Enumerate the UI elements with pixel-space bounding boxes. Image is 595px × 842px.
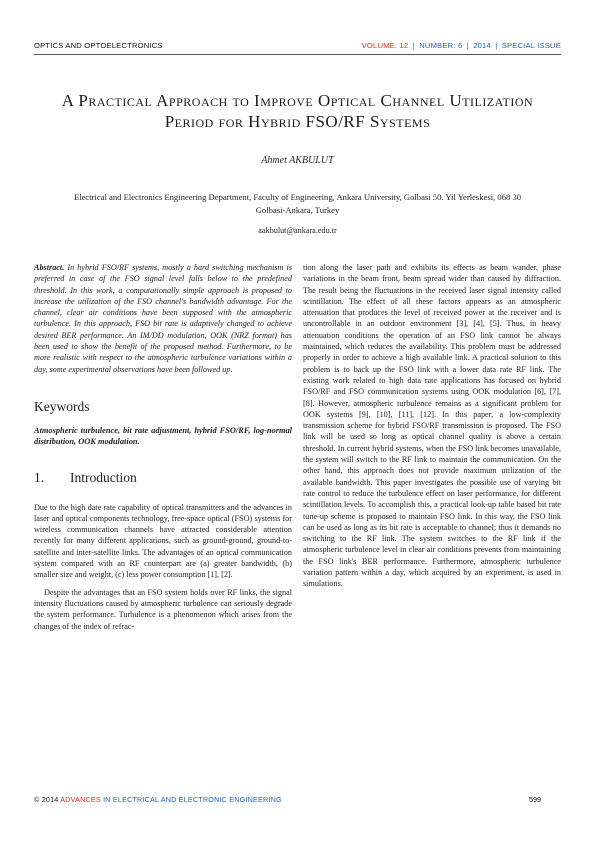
header-separator: | xyxy=(412,41,415,50)
footer-copyright: © 2014 xyxy=(34,795,59,804)
author-affiliation: Electrical and Electronics Engineering Department, Faculty of Engineering, Ankara University, Golbasi 50. Yil Yerleskesi, 068 30 Golbasi-Ankara, Turkey xyxy=(73,192,522,215)
section-number: 1. xyxy=(34,469,45,485)
abstract-label: Abstract. xyxy=(34,263,65,272)
left-column xyxy=(34,262,292,632)
author-name: Ahmet AKBULUT xyxy=(261,155,334,166)
footer-journal-name: IN ELECTRICAL AND ELECTRONIC ENGINEERING xyxy=(103,795,282,804)
header-issue: SPECIAL ISSUE xyxy=(501,41,561,50)
section-heading-introduction xyxy=(34,470,292,486)
intro-paragraph-2: Despite the advantages that an FSO system holds over RF links, the signal intensity fluctuations caused by atmospheric turbulence can seriously degrade the system performance. Turbulence is a phenomenon which arises from the changes of the index of refrac- xyxy=(34,587,292,631)
abstract-text: In hybrid FSO/RF systems, mostly a hard switching mechanism is preferred in case of the FSO signal level falls below to the predefined threshold. In this work, a computationally simple approach is proposed to increase the utilization of the FSO channel's bandwidth advantage. For the channel, clear air conditions have been supposed with the atmospheric turbulence. In this approach, FSO bit rate is adaptively changed to achieve desired BER performance. An IM/DD modulation, OOK (NRZ format) has been used to show the benefit of the proposed method. Furthermore, to be more realistic with respect to the atmospheric turbulence variations within a day, some experimental observations have been followed up. xyxy=(34,263,293,374)
abstract xyxy=(34,262,292,375)
keywords-text: Atmospheric turbulence, bit rate adjustment, hybrid FSO/RF, log-normal distribution, OOK modulation. xyxy=(34,425,292,447)
right-column xyxy=(303,262,561,590)
author-email: aakbulut@ankara.edu.tr xyxy=(258,226,337,235)
running-header-issue xyxy=(362,41,561,50)
header-volume: VOLUME: 12 xyxy=(361,41,409,50)
section-title: Introduction xyxy=(70,469,137,485)
footer-journal xyxy=(34,795,282,804)
header-separator: | xyxy=(495,41,498,50)
intro-paragraph-3: tion along the laser path and exhibits its effects as beam wander, phase variations in the beam front, beam spread wider than caused by diffraction. The result being the fluctuations in the received laser signal intensity called scintillation. The effect of all these factors appears as an atmospheric attenuation that produces the level of received power at the receiver and is uncontrollable in an outdoor environment [3], [4], [5]. Thus, in heavy attenuation conditions the operation of an FSO link cannot be always maintained, which reduces the availability. This problem must be addressed properly in order to achieve a high available link. A practical solution to this problem is to back up the FSO link with a lower data rate RF link. The existing work related to high data rate applications has focused on hybrid FSO/RF and FSO communication systems using OOK modulation [6], [7], [8]. However, atmospheric turbulence remains as a significant problem for OOK systems [9], [10], [11], [12]. In this paper, a low-complexity transmission scheme for hybrid FSO/RF transmission is proposed. The FSO link will be used so long as optical channel quality is above a certain threshold. In current hybrid systems, when the FSO link becomes unavailable, the system will switch to the RF link to maintain the communication. On the other hand, this approach does not provide maximum utilization of the available bandwidth. This paper investigates the possible use of varying bit rate control to reduce the turbulence effect on laser performance, for different scintillation levels. To accomplish this, a practical look-up table based bit rate tune-up scheme is proposed to maintain FSO link. In this way, the FSO link can be used as long as its bit rate is acceptable to channel; thus it demands no switching to the RF link. The system switches to the RF link if the atmospheric turbulence level in clear air conditions prevents from maintaining the FSO link's BER performance. Furthermore, atmospheric turbulence variation pattern within a day, which acquired by an experiment, is used in simulations. xyxy=(303,263,561,589)
paper-title: A Practical Approach to Improve Optical Channel Utilization Period for Hybrid FSO/RF Systems xyxy=(61,91,534,131)
header-year: 2014 xyxy=(473,41,491,50)
page-number: 599 xyxy=(529,795,541,804)
intro-paragraph-1: Due to the high date rate capability of optical transmitters and the advances in laser and optical components technology, free-space optical (FSO) systems for wireless communication channels have attracted considerable attention recently for many different applications, such as ground-ground, ground-to-satellite and inter-satellite links. The advantages of an optical communication system compared with an RF counterpart are (a) greater bandwidth, (b) smaller size and weight, (c) less power consumption [1], [2]. xyxy=(34,502,292,580)
header-rule xyxy=(34,54,561,55)
header-number: NUMBER: 6 xyxy=(419,41,463,50)
keywords-heading: Keywords xyxy=(34,398,90,414)
running-header-section: OPTICS AND OPTOELECTRONICS xyxy=(34,41,163,50)
header-separator: | xyxy=(466,41,469,50)
footer-journal-accent: ADVANCES xyxy=(60,795,101,804)
